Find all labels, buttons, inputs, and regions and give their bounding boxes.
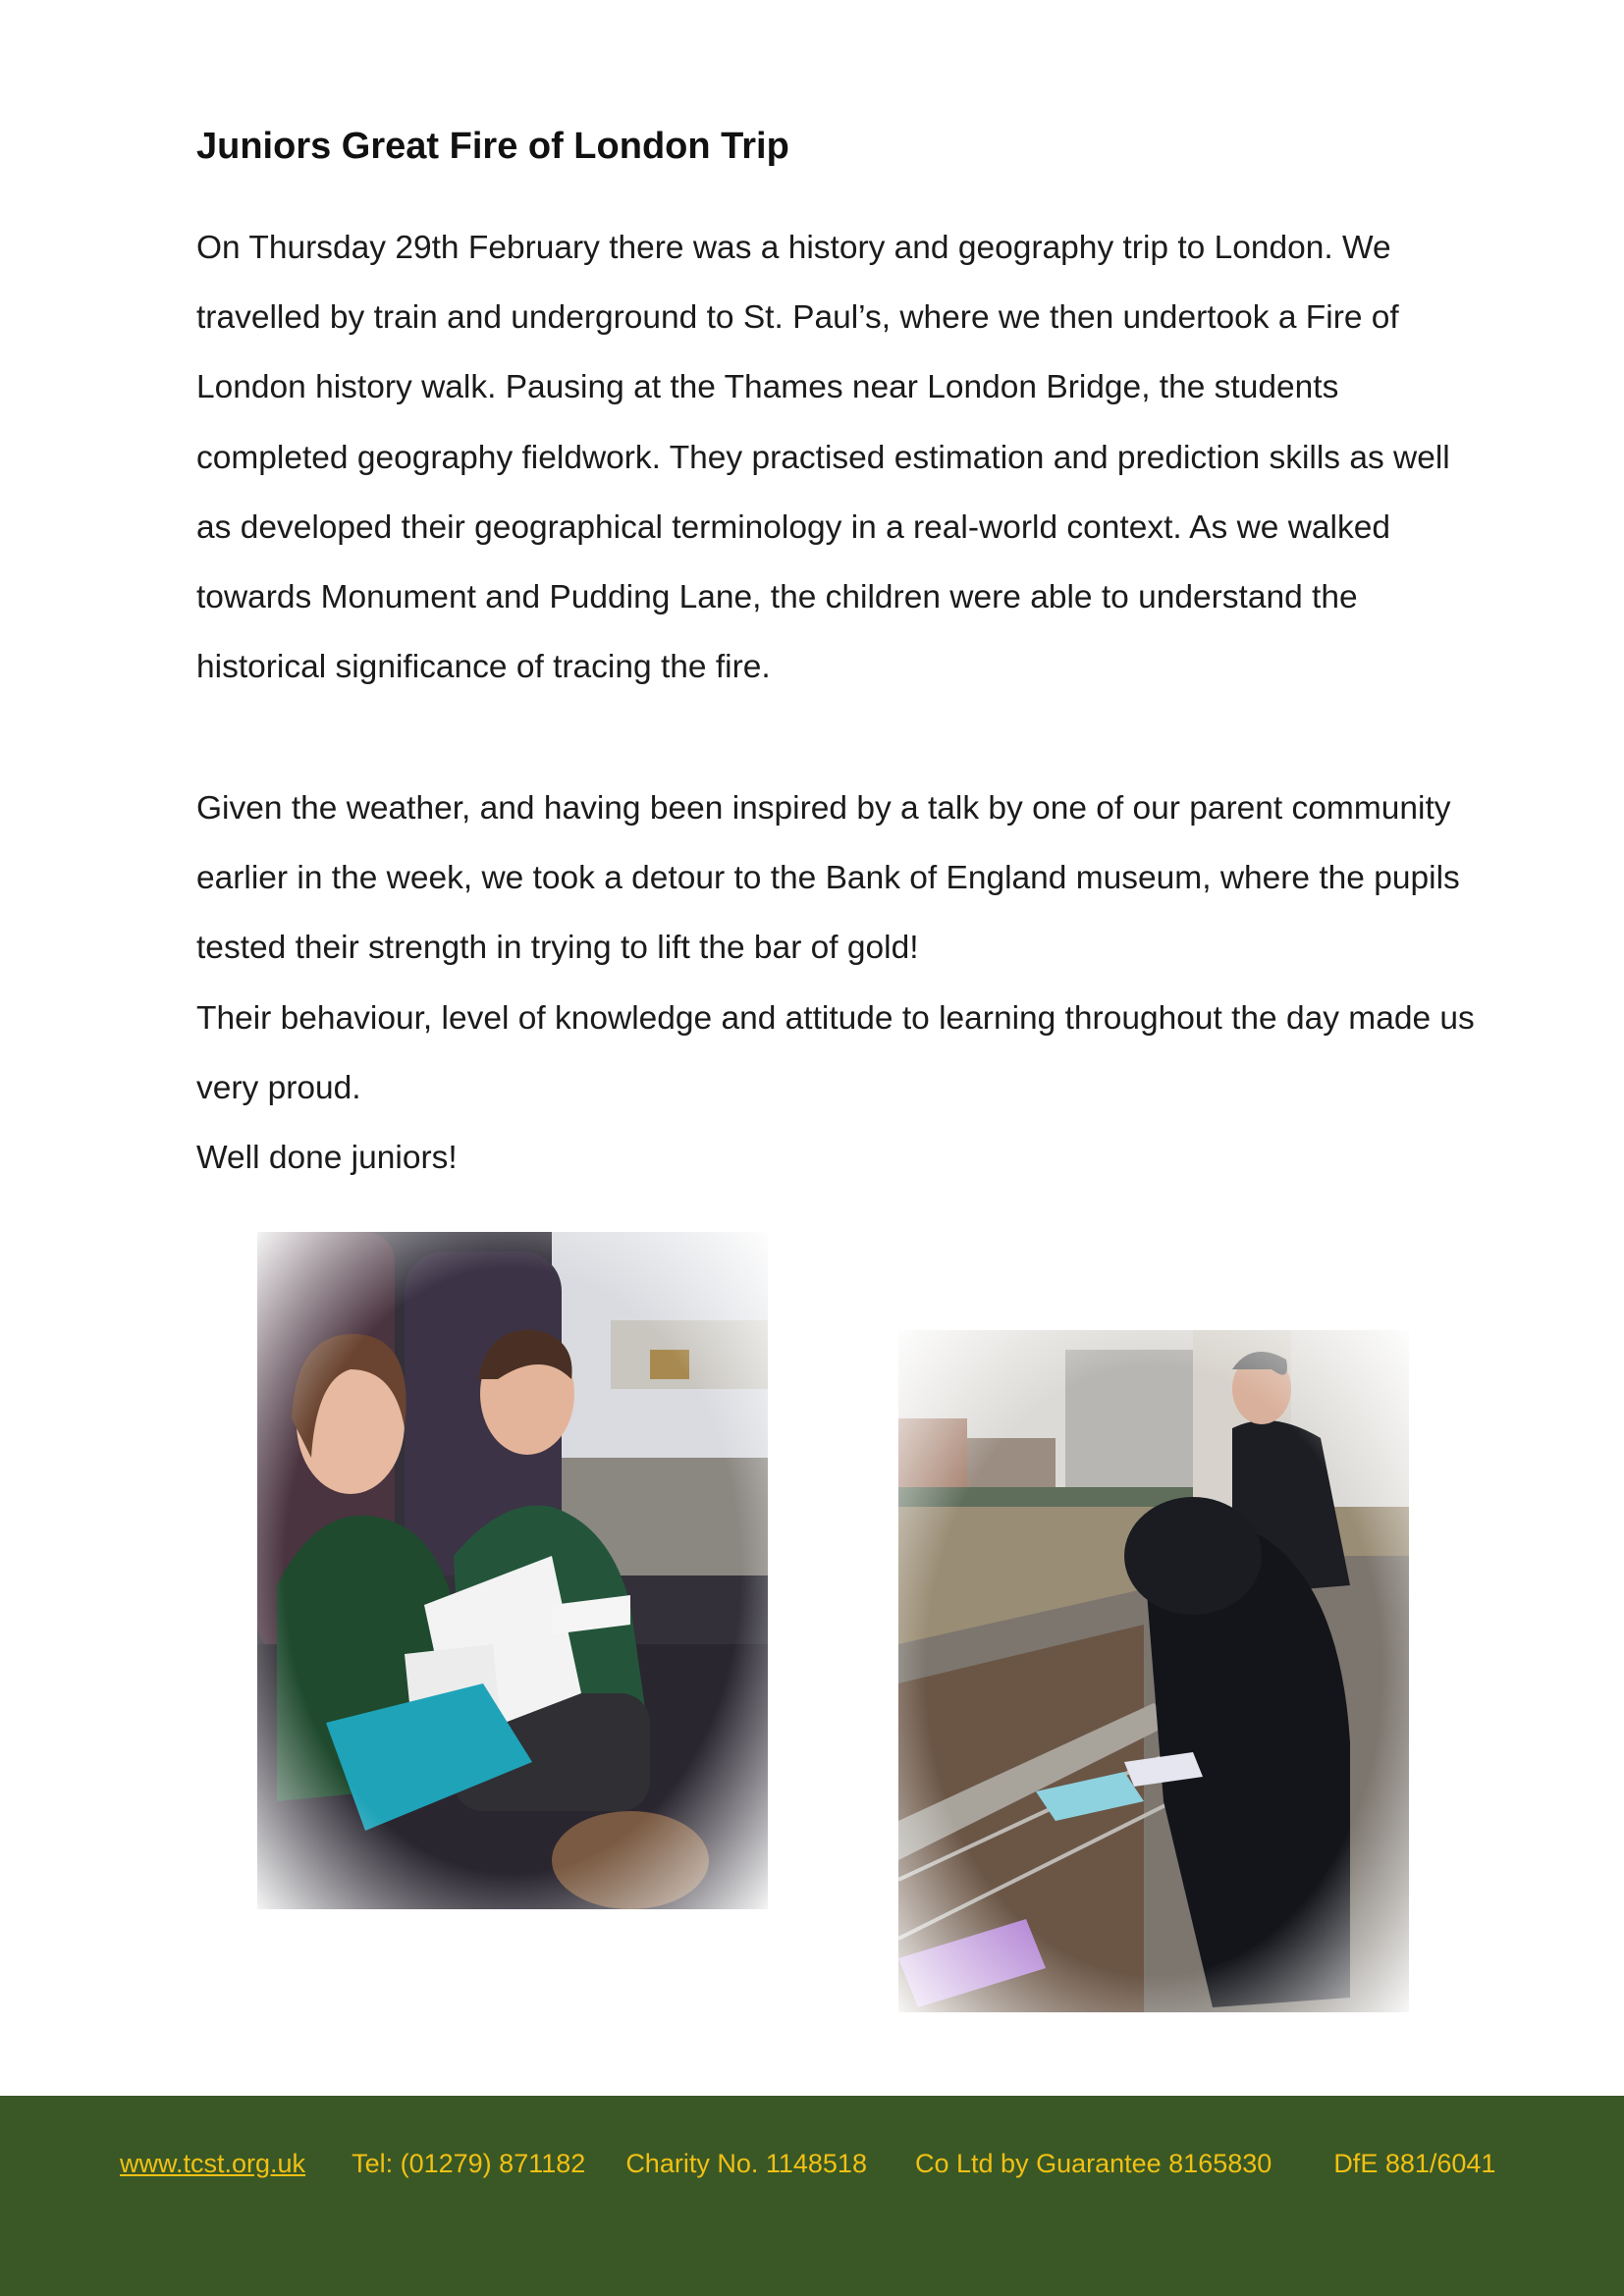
train-photo-illustration <box>257 1232 768 1909</box>
photo-pupils-on-train <box>257 1232 768 1909</box>
website-link[interactable]: www.tcst.org.uk <box>120 2149 306 2178</box>
behaviour-paragraph: Their behaviour, level of knowledge and attitude to learning throughout the day made us very proud. <box>196 999 1475 1106</box>
footer-dfe-number: DfE 881/6041 <box>1333 2149 1496 2178</box>
page-footer <box>0 2096 1624 2296</box>
footer-telephone: Tel: (01279) 871182 <box>352 2149 586 2178</box>
footer-charity-number: Charity No. 1148518 <box>625 2149 867 2178</box>
intro-paragraph: On Thursday 29th February there was a history and geography trip to London. We travelled by train and underground to St. Paul’s, where we then undertook a Fire of London history walk. Pausing at the Thames near London Bridge, the students completed geography fieldwork. They practised estimation and prediction skills as well as developed their geographical terminology in a real-world context. As we walked towards Monument and Pudding Lane, the children were able to understand the historical significance of tracing the fire. <box>196 230 1450 686</box>
page-title: Juniors Great Fire of London Trip <box>196 126 789 167</box>
bank-of-england-paragraph: Given the weather, and having been inspired by a talk by one of our parent community earlier in the week, we took a detour to the Bank of England museum, where the pupils tested their strength in trying to lift the bar of gold! <box>196 790 1460 967</box>
second-paragraph-block <box>196 774 1492 1193</box>
photo-fieldwork-by-thames <box>898 1330 1409 2012</box>
intro-paragraph-block <box>196 213 1492 702</box>
river-photo-illustration <box>898 1330 1409 2012</box>
well-done-paragraph: Well done juniors! <box>196 1140 458 1177</box>
footer-company-number: Co Ltd by Guarantee 8165830 <box>915 2149 1272 2178</box>
footer-contact-line <box>120 2149 1495 2179</box>
